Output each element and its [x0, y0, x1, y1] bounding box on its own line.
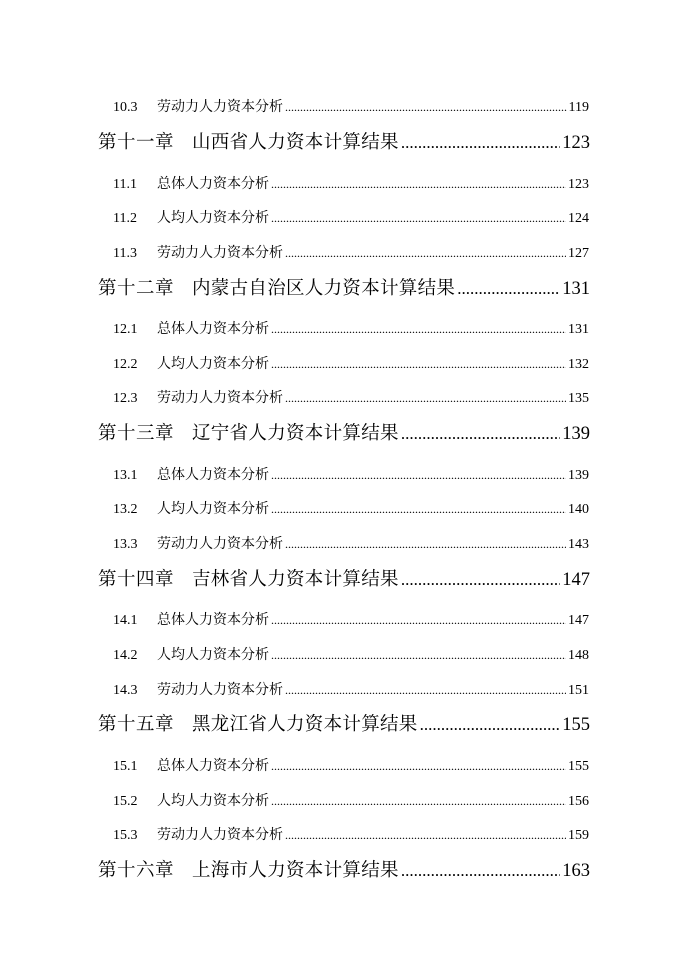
toc-section-row[interactable] — [113, 464, 589, 484]
section-number: 12.1 — [113, 322, 138, 337]
toc-section-row[interactable] — [113, 498, 589, 518]
toc-section-row[interactable] — [113, 207, 589, 227]
chapter-title: 辽宁省人力资本计算结果 — [192, 424, 399, 444]
section-number: 15.2 — [113, 794, 138, 809]
toc-chapter-row[interactable] — [98, 274, 590, 300]
page-number: 156 — [568, 794, 589, 809]
dot-leader — [401, 565, 560, 591]
page-number: 127 — [568, 246, 589, 261]
chapter-number: 第十二章 — [98, 279, 175, 299]
toc-section-row[interactable] — [113, 824, 589, 844]
dot-leader — [271, 318, 566, 338]
section-title: 总体人力资本分析 — [157, 759, 269, 774]
section-title: 劳动力人力资本分析 — [157, 391, 283, 406]
chapter-title: 上海市人力资本计算结果 — [192, 861, 399, 881]
section-title: 人均人力资本分析 — [157, 648, 269, 663]
dot-leader — [285, 96, 567, 116]
toc-section-row[interactable] — [113, 644, 589, 664]
dot-leader — [285, 533, 566, 553]
page-number: 135 — [568, 391, 589, 406]
section-number: 13.3 — [113, 537, 138, 552]
dot-leader — [271, 207, 566, 227]
chapter-number: 第十一章 — [98, 133, 175, 153]
dot-leader — [271, 498, 566, 518]
dot-leader — [420, 710, 561, 736]
dot-leader — [271, 173, 566, 193]
page-number: 123 — [568, 177, 589, 192]
dot-leader — [271, 609, 566, 629]
chapter-title: 吉林省人力资本计算结果 — [192, 570, 399, 590]
dot-leader — [271, 644, 566, 664]
section-number: 11.1 — [113, 177, 137, 192]
dot-leader — [285, 824, 566, 844]
dot-leader — [271, 790, 566, 810]
toc-section-row[interactable] — [113, 318, 589, 338]
section-number: 11.2 — [113, 211, 137, 226]
section-number: 14.1 — [113, 613, 138, 628]
section-number: 13.2 — [113, 502, 138, 517]
section-number: 12.2 — [113, 357, 138, 372]
section-title: 劳动力人力资本分析 — [157, 246, 283, 261]
section-number: 11.3 — [113, 246, 137, 261]
page-number: 163 — [562, 861, 590, 881]
page-number: 155 — [568, 759, 589, 774]
dot-leader — [285, 242, 566, 262]
dot-leader — [457, 274, 560, 300]
dot-leader — [285, 387, 566, 407]
chapter-title: 内蒙古自治区人力资本计算结果 — [192, 279, 456, 299]
page-number: 131 — [562, 279, 590, 299]
chapter-title: 黑龙江省人力资本计算结果 — [192, 715, 418, 735]
chapter-title: 山西省人力资本计算结果 — [192, 133, 399, 153]
toc-section-row[interactable] — [113, 353, 589, 373]
toc-section-row[interactable] — [113, 790, 589, 810]
chapter-number: 第十四章 — [98, 570, 175, 590]
section-number: 14.3 — [113, 683, 138, 698]
toc-chapter-row[interactable] — [98, 128, 590, 154]
page-number: 151 — [568, 683, 589, 698]
toc-section-row[interactable] — [113, 96, 589, 116]
chapter-number: 第十五章 — [98, 715, 175, 735]
section-title: 总体人力资本分析 — [157, 613, 269, 628]
page-number: 159 — [568, 828, 589, 843]
section-number: 13.1 — [113, 468, 138, 483]
page-number: 148 — [568, 648, 589, 663]
toc-section-row[interactable] — [113, 387, 589, 407]
section-number: 15.3 — [113, 828, 138, 843]
section-title: 人均人力资本分析 — [157, 502, 269, 517]
page-number: 139 — [562, 424, 590, 444]
section-title: 总体人力资本分析 — [157, 177, 269, 192]
toc-section-row[interactable] — [113, 679, 589, 699]
dot-leader — [271, 353, 566, 373]
section-title: 人均人力资本分析 — [157, 794, 269, 809]
page-number: 143 — [568, 537, 589, 552]
section-number: 12.3 — [113, 391, 138, 406]
section-number: 10.3 — [113, 100, 138, 115]
dot-leader — [401, 128, 560, 154]
dot-leader — [285, 679, 566, 699]
page-number: 139 — [568, 468, 589, 483]
page-number: 131 — [568, 322, 589, 337]
section-title: 人均人力资本分析 — [157, 211, 269, 226]
section-number: 14.2 — [113, 648, 138, 663]
section-title: 总体人力资本分析 — [157, 468, 269, 483]
toc-section-row[interactable] — [113, 173, 589, 193]
page-number: 147 — [568, 613, 589, 628]
page-number: 147 — [562, 570, 590, 590]
toc-chapter-row[interactable] — [98, 856, 590, 882]
page-number: 119 — [568, 100, 589, 115]
dot-leader — [271, 464, 566, 484]
page-number: 124 — [568, 211, 589, 226]
section-title: 劳动力人力资本分析 — [157, 828, 283, 843]
section-title: 劳动力人力资本分析 — [157, 100, 283, 115]
toc-section-row[interactable] — [113, 755, 589, 775]
dot-leader — [401, 419, 560, 445]
section-title: 劳动力人力资本分析 — [157, 537, 283, 552]
chapter-number: 第十六章 — [98, 861, 175, 881]
section-title: 人均人力资本分析 — [157, 357, 269, 372]
section-number: 15.1 — [113, 759, 138, 774]
toc-section-row[interactable] — [113, 533, 589, 553]
section-title: 劳动力人力资本分析 — [157, 683, 283, 698]
toc-chapter-row[interactable] — [98, 710, 590, 736]
toc-section-row[interactable] — [113, 242, 589, 262]
dot-leader — [271, 755, 566, 775]
page-number: 132 — [568, 357, 589, 372]
page-number: 155 — [562, 715, 590, 735]
page-number: 123 — [562, 133, 590, 153]
toc-chapter-row[interactable] — [98, 565, 590, 591]
toc-section-row[interactable] — [113, 609, 589, 629]
section-title: 总体人力资本分析 — [157, 322, 269, 337]
dot-leader — [401, 856, 560, 882]
toc-chapter-row[interactable] — [98, 419, 590, 445]
chapter-number: 第十三章 — [98, 424, 175, 444]
page-number: 140 — [568, 502, 589, 517]
